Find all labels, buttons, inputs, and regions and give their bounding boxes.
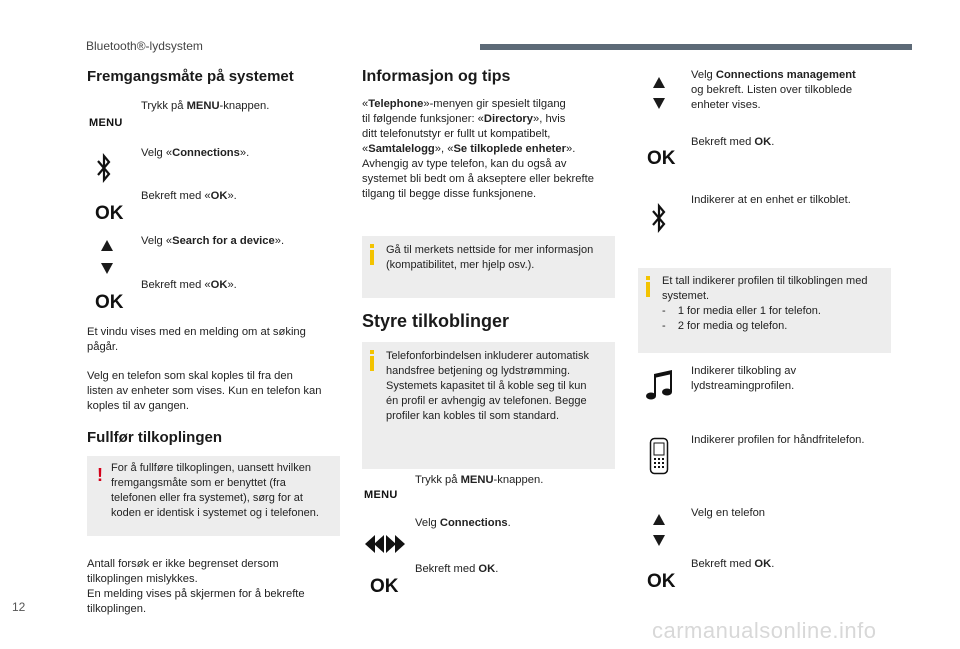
step-text: Indikerer at en enhet er tilkoblet.: [691, 194, 851, 206]
arrow-up-icon: [653, 514, 665, 525]
ok-icon: OK: [370, 576, 399, 597]
handsfree-phone-icon: [649, 437, 669, 475]
info-icon: [646, 282, 650, 297]
step-text: Bekreft med OK.: [691, 136, 775, 148]
info-box: [638, 268, 891, 353]
info-text: Telefonforbindelsen inkluderer automatisk handsfree betjening og lydstrømming. Systemets kapasitet til å koble seg til kun én profil er avhengig av telefonen. Begge profiler kan kobles til som standard.: [386, 350, 590, 422]
menu-icon: MENU: [364, 489, 398, 501]
paragraph: Velg en telefon som skal koples til fra den listen av enheter som vises. Kun en telefon kan koples til av gangen.: [87, 370, 322, 412]
step-text: Indikerer profilen for håndfritelefon.: [691, 434, 865, 446]
info-box: [362, 236, 615, 298]
step-text: Bekreft med OK.: [415, 563, 499, 575]
menu-icon: MENU: [89, 117, 123, 129]
left-right-arrows-icon: [364, 534, 406, 554]
bluetooth-icon: [651, 202, 667, 234]
step-text: Velg «Search for a device».: [141, 235, 285, 247]
paragraph: «Telephone»-menyen gir spesielt tilgang til følgende funksjoner: «Directory», hvis ditt telefonutstyr er fullt ut kompatibelt, «Samtalelogg», «Se tilkoplede enheter». Avhengig av type telefon, kan du også av systemet bli bedt om å akseptere eller bekrefte tilgang til begge disse funksjonene.: [362, 98, 594, 200]
step-text: Bekreft med «OK».: [141, 279, 237, 291]
watermark: carmanualsonline.info: [652, 618, 877, 643]
step-text: Trykk på MENU-knappen.: [415, 474, 544, 486]
ok-icon: OK: [647, 571, 676, 592]
ok-icon: OK: [95, 292, 124, 313]
paragraph: Et vindu vises med en melding om at søking pågår.: [87, 326, 306, 353]
arrow-down-icon: [653, 98, 665, 109]
ok-icon: OK: [647, 148, 676, 169]
step-text: Velg Connections management og bekreft. Listen over tilkoblede enheter vises.: [691, 69, 856, 111]
col2-subtitle: Styre tilkoblinger: [362, 311, 510, 331]
warning-box: [87, 456, 340, 536]
step-text: Velg «Connections».: [141, 147, 250, 159]
step-text: Velg Connections.: [415, 517, 511, 529]
arrow-up-icon: [101, 240, 113, 251]
col2-title: Informasjon og tips: [362, 68, 511, 85]
bluetooth-icon: [96, 152, 112, 184]
info-icon: [370, 356, 374, 371]
warning-text: For å fullføre tilkoplingen, uansett hvilken fremgangsmåte som er benyttet (fra telefonen eller fra systemet), sørg for at koden er identisk i systemet og i telefonen.: [111, 462, 319, 519]
step-text: Velg en telefon: [691, 507, 766, 519]
info-icon: [370, 250, 374, 265]
step-text: Bekreft med «OK».: [141, 190, 237, 202]
page-number: 12: [12, 600, 26, 614]
music-note-icon: [645, 368, 675, 402]
info-box: [362, 342, 615, 469]
warning-icon: !: [97, 465, 103, 485]
step-text: Indikerer tilkobling av lydstreamingprofilen.: [691, 365, 797, 392]
col1-title: Fremgangsmåte på systemet: [87, 68, 294, 85]
info-text: Gå til merkets nettside for mer informasjon (kompatibilitet, mer hjelp osv.).: [386, 244, 594, 271]
step-text: Bekreft med OK.: [691, 558, 775, 570]
arrow-up-icon: [653, 77, 665, 88]
header-bar: [480, 44, 912, 50]
paragraph: Antall forsøk er ikke begrenset dersom tilkoplingen mislykkes. En melding vises på skjermen for å bekrefte tilkoplingen.: [87, 558, 305, 615]
arrow-down-icon: [653, 535, 665, 546]
ok-icon: OK: [95, 203, 124, 224]
info-text: Et tall indikerer profilen til tilkoblingen med systemet. - 1 for media eller 1 for telefon. - 2 for media og telefon.: [662, 275, 868, 332]
arrow-down-icon: [101, 263, 113, 274]
col1-subtitle: Fullfør tilkoplingen: [87, 429, 222, 446]
step-text: Trykk på MENU-knappen.: [141, 100, 270, 112]
section-header: Bluetooth®-lydsystem: [86, 39, 203, 53]
